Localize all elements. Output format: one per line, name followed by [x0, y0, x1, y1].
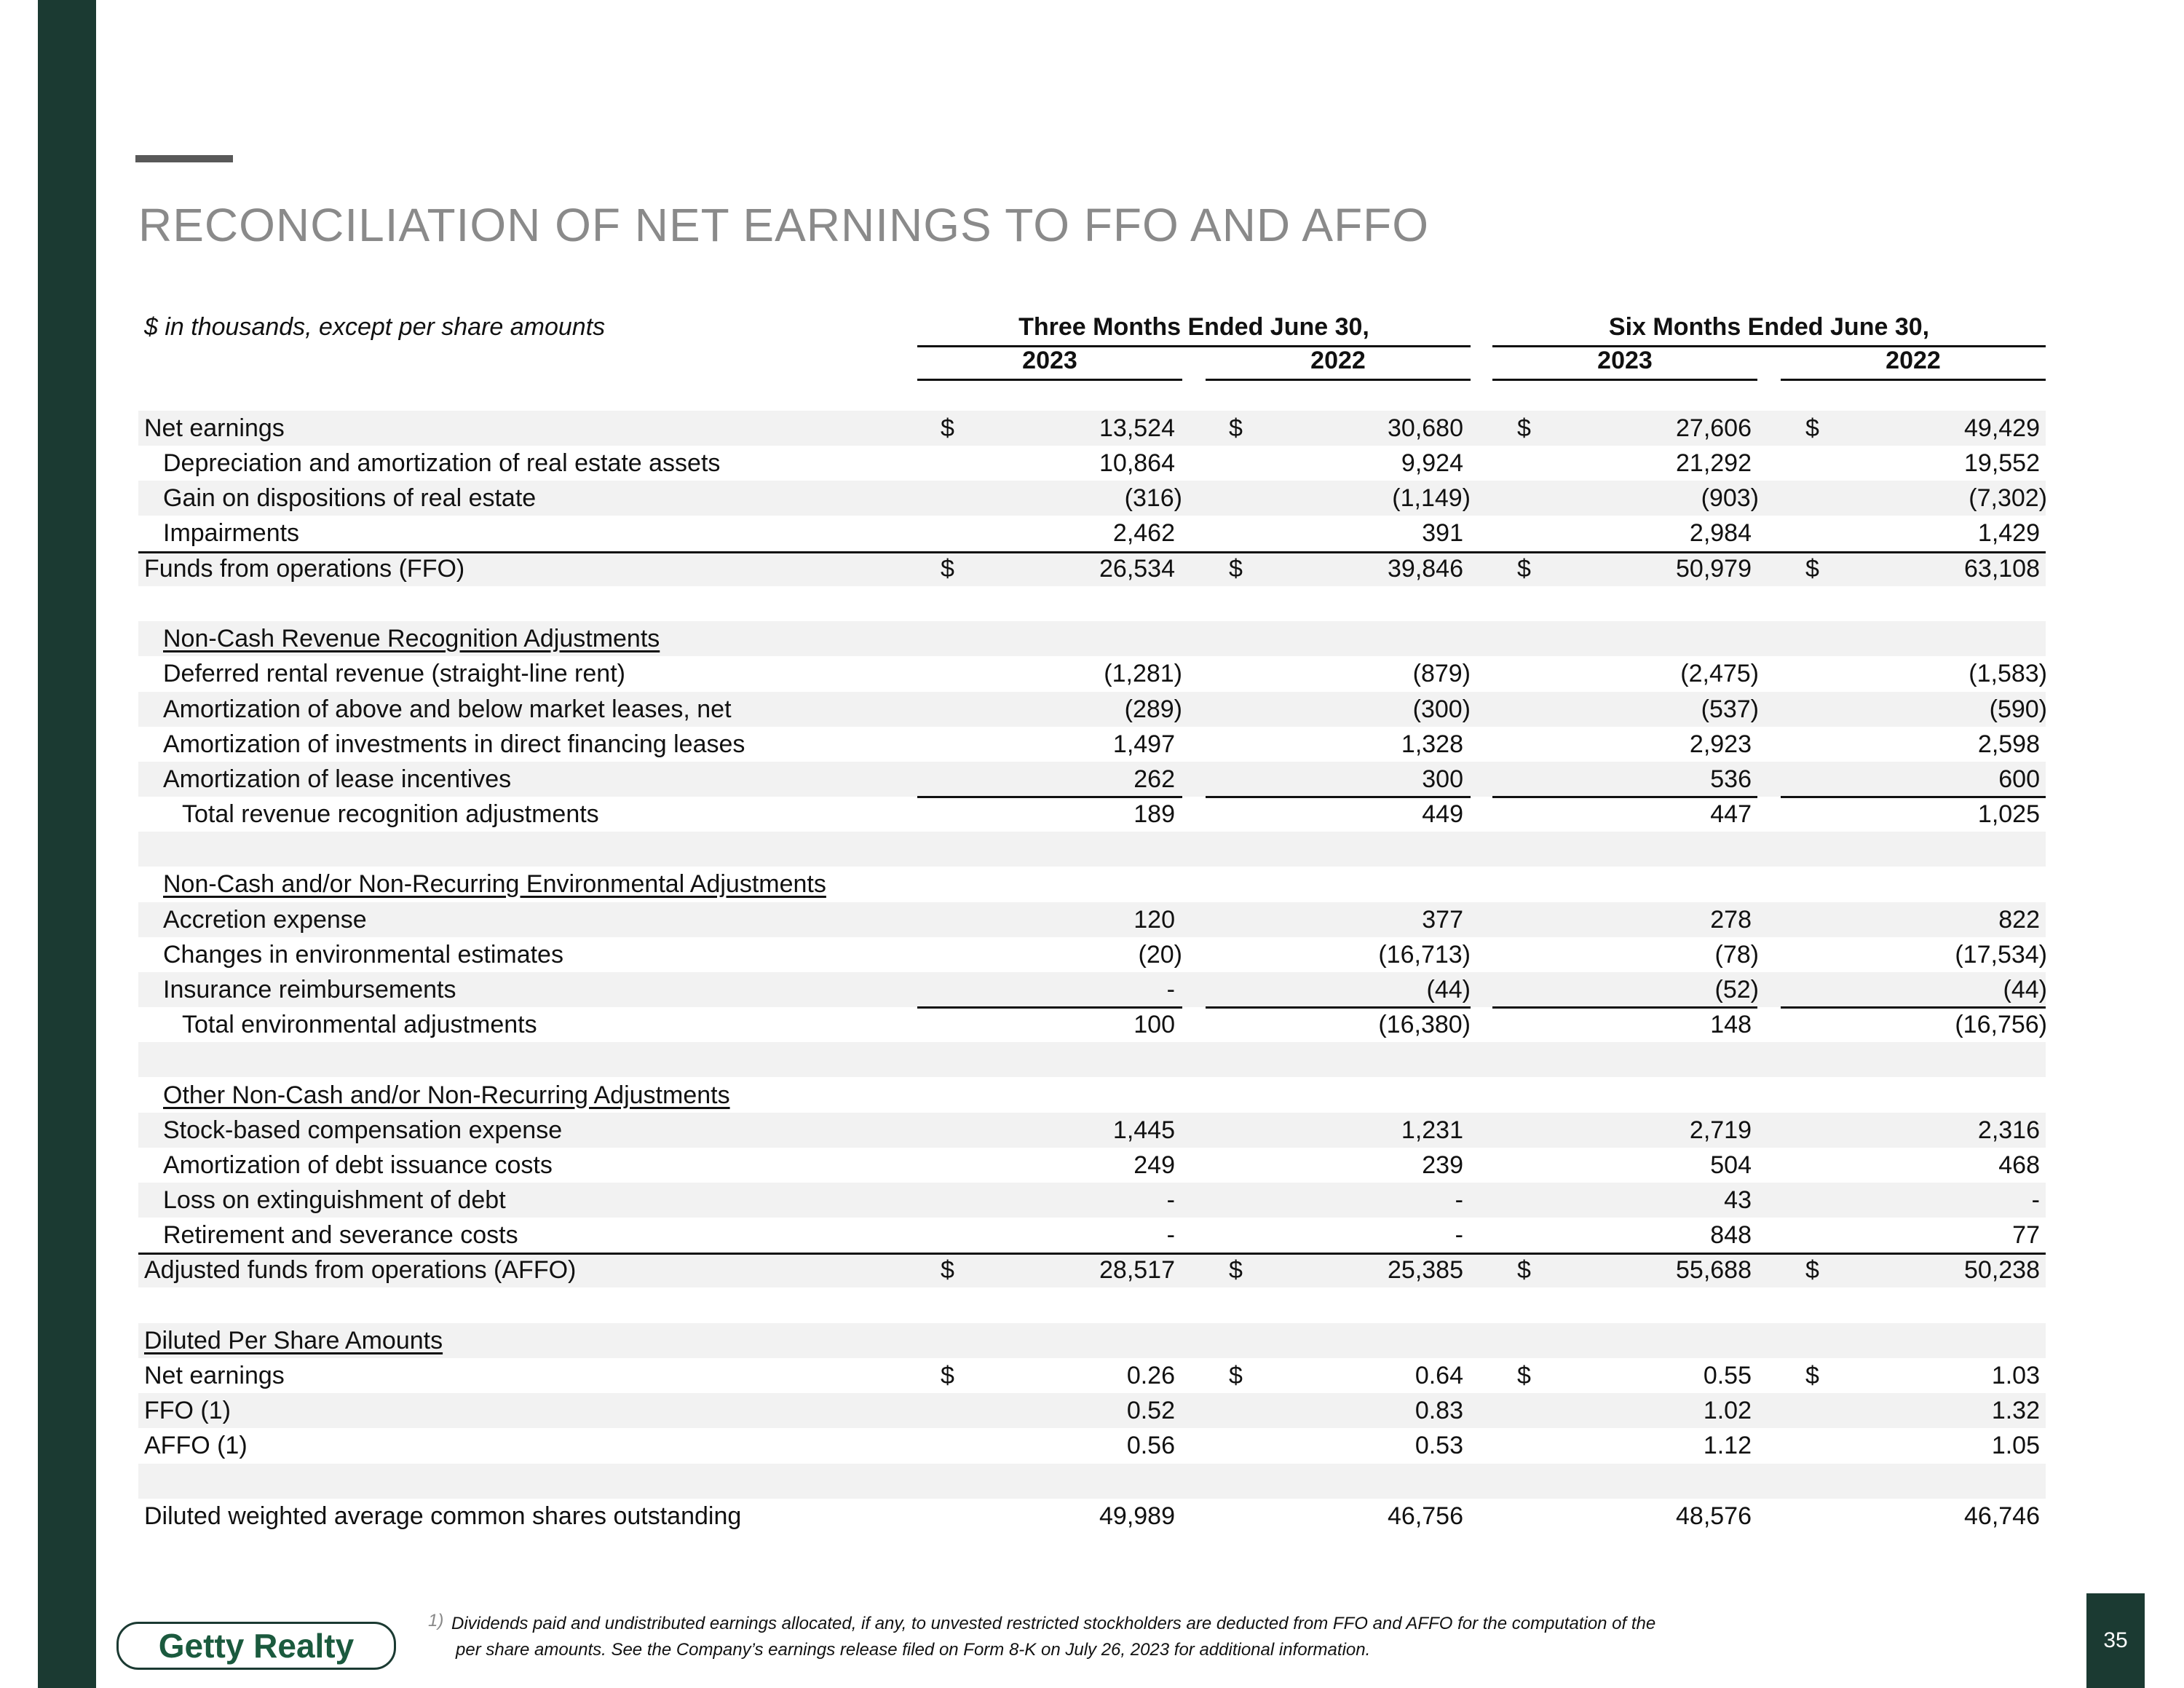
cell-h2022: 1,429 — [1977, 519, 2040, 547]
cell-q2022: 30,680 — [1388, 414, 1463, 442]
cell-h2023: 2,719 — [1689, 1116, 1752, 1144]
cell-h2023: 43 — [1724, 1186, 1752, 1214]
cell-h2022: 1,025 — [1977, 800, 2040, 828]
cell-q2023: (1,281) — [1104, 660, 1182, 687]
header-year-h-2022: 2022 — [1781, 347, 2046, 381]
cell-q2022: (16,380) — [1378, 1011, 1471, 1038]
cell-h2022: 1.32 — [1991, 1397, 2040, 1424]
currency-symbol: $ — [1805, 1362, 1819, 1389]
table-row — [138, 1183, 2046, 1218]
currency-symbol: $ — [1517, 555, 1531, 583]
row-label: Loss on extinguishment of debt — [163, 1186, 506, 1214]
cell-q2023: 1,445 — [1112, 1116, 1175, 1144]
cell-h2022: - — [2031, 1186, 2040, 1214]
row-label: Insurance reimbursements — [163, 976, 456, 1003]
currency-symbol: $ — [1517, 1362, 1531, 1389]
footnote-line-1: Dividends paid and undistributed earnings allocated, if any, to unvested restricted stockholders are deducted from FFO and AFFO for the computation of the — [451, 1614, 1656, 1633]
cell-h2022: 2,316 — [1977, 1116, 2040, 1144]
header-year-q-2023: 2023 — [917, 347, 1182, 381]
cell-q2023: 0.26 — [1126, 1362, 1175, 1389]
table-row — [138, 902, 2046, 937]
table-row-total — [138, 1253, 2046, 1287]
currency-symbol: $ — [941, 1362, 954, 1389]
table-row — [138, 1428, 2046, 1463]
cell-q2022: 0.64 — [1415, 1362, 1463, 1389]
row-label: Amortization of investments in direct financing leases — [163, 730, 745, 758]
header-year-q-2022: 2022 — [1206, 347, 1471, 381]
cell-h2023: 536 — [1710, 765, 1752, 793]
row-label: Changes in environmental estimates — [163, 941, 563, 969]
cell-h2022: 822 — [1998, 906, 2040, 934]
spacer-row — [138, 832, 2046, 867]
cell-q2022: - — [1455, 1186, 1463, 1214]
table-row — [138, 446, 2046, 481]
cell-q2023: - — [1166, 976, 1175, 1003]
cell-h2023: 0.55 — [1703, 1362, 1752, 1389]
currency-symbol: $ — [1805, 414, 1819, 442]
cell-h2022: 63,108 — [1964, 555, 2040, 583]
currency-symbol: $ — [1805, 1256, 1819, 1284]
cell-q2023: 13,524 — [1099, 414, 1175, 442]
spacer-row — [138, 1464, 2046, 1499]
cell-q2022: 0.83 — [1415, 1397, 1463, 1424]
cell-h2022: (7,302) — [1969, 484, 2047, 512]
cell-h2023: (537) — [1701, 695, 1759, 723]
row-label: Total revenue recognition adjustments — [182, 800, 599, 828]
side-accent-bar — [38, 0, 96, 1688]
cell-h2022: (590) — [1989, 695, 2047, 723]
cell-h2022: 19,552 — [1964, 449, 2040, 477]
header-six-months: Six Months Ended June 30, — [1492, 313, 2046, 347]
cell-h2022: (17,534) — [1955, 941, 2047, 969]
cell-h2023: 50,979 — [1676, 555, 1752, 583]
table-row-total — [138, 551, 2046, 586]
cell-q2022: 9,924 — [1401, 449, 1463, 477]
cell-h2022: (44) — [2003, 976, 2047, 1003]
table-row — [138, 692, 2046, 727]
row-label: Amortization of lease incentives — [163, 765, 512, 793]
cell-h2023: 278 — [1710, 906, 1752, 934]
section-header — [138, 1078, 2046, 1113]
cell-h2022: 77 — [2012, 1221, 2040, 1249]
cell-q2022: 391 — [1422, 519, 1463, 547]
cell-q2023: - — [1166, 1186, 1175, 1214]
table-row-subtotal — [138, 797, 2046, 832]
row-label: Amortization of above and below market leases, net — [163, 695, 732, 723]
cell-q2022: (16,713) — [1378, 941, 1471, 969]
currency-symbol: $ — [1517, 1256, 1531, 1284]
company-logo: Getty Realty — [116, 1622, 396, 1670]
footnote — [451, 1611, 1849, 1663]
units-label: $ in thousands, except per share amounts — [144, 313, 606, 341]
table-row — [138, 516, 2046, 551]
table-row — [138, 727, 2046, 762]
table-row — [138, 937, 2046, 972]
cell-q2023: (20) — [1138, 941, 1182, 969]
cell-q2023: 28,517 — [1099, 1256, 1175, 1284]
cell-q2023: 2,462 — [1112, 519, 1175, 547]
table-row — [138, 656, 2046, 691]
cell-q2023: 120 — [1133, 906, 1175, 934]
cell-q2023: 26,534 — [1099, 555, 1175, 583]
row-label: Accretion expense — [163, 906, 367, 934]
cell-q2023: 1,497 — [1112, 730, 1175, 758]
row-label: Impairments — [163, 519, 300, 547]
cell-h2022: 2,598 — [1977, 730, 2040, 758]
cell-h2023: 21,292 — [1676, 449, 1752, 477]
table-row — [138, 481, 2046, 516]
table-row — [138, 1393, 2046, 1428]
table-row-subtotal — [138, 1007, 2046, 1042]
cell-h2023: 1.12 — [1703, 1432, 1752, 1459]
cell-h2023: 447 — [1710, 800, 1752, 828]
spacer-row — [138, 1042, 2046, 1077]
table-row — [138, 762, 2046, 797]
cell-q2022: (300) — [1412, 695, 1471, 723]
row-label: FFO (1) — [144, 1397, 231, 1424]
cell-q2022: 0.53 — [1415, 1432, 1463, 1459]
cell-q2022: - — [1455, 1221, 1463, 1249]
cell-h2023: (903) — [1701, 484, 1759, 512]
row-label: Funds from operations (FFO) — [144, 555, 465, 583]
currency-symbol: $ — [1517, 414, 1531, 442]
row-label: Deferred rental revenue (straight-line rent) — [163, 660, 625, 687]
cell-h2022: (16,756) — [1955, 1011, 2047, 1038]
currency-symbol: $ — [1229, 555, 1243, 583]
header-three-months: Three Months Ended June 30, — [917, 313, 1471, 347]
footnote-marker: 1) — [428, 1611, 444, 1630]
cell-h2022: 468 — [1998, 1151, 2040, 1179]
cell-q2022: 239 — [1422, 1151, 1463, 1179]
title-accent-line — [135, 155, 233, 162]
cell-q2023: 49,989 — [1099, 1502, 1175, 1530]
section-title: Non-Cash Revenue Recognition Adjustments — [163, 625, 660, 652]
cell-h2023: 2,923 — [1689, 730, 1752, 758]
cell-q2022: 449 — [1422, 800, 1463, 828]
cell-q2023: 189 — [1133, 800, 1175, 828]
spacer-row — [138, 586, 2046, 621]
currency-symbol: $ — [1229, 1362, 1243, 1389]
row-label: Amortization of debt issuance costs — [163, 1151, 553, 1179]
cell-h2023: (78) — [1714, 941, 1759, 969]
cell-h2022: 46,746 — [1964, 1502, 2040, 1530]
cell-h2023: 2,984 — [1689, 519, 1752, 547]
cell-h2022: 1.03 — [1991, 1362, 2040, 1389]
row-label: Stock-based compensation expense — [163, 1116, 563, 1144]
cell-h2023: (2,475) — [1680, 660, 1759, 687]
section-title: Non-Cash and/or Non-Recurring Environmental Adjustments — [163, 870, 826, 898]
cell-q2022: 25,385 — [1388, 1256, 1463, 1284]
cell-h2023: 848 — [1710, 1221, 1752, 1249]
page-title: RECONCILIATION OF NET EARNINGS TO FFO AND AFFO — [138, 199, 1430, 251]
table-row — [138, 1218, 2046, 1253]
cell-h2022: (1,583) — [1969, 660, 2047, 687]
table-row — [138, 1113, 2046, 1148]
section-title: Diluted Per Share Amounts — [144, 1327, 443, 1354]
cell-q2022: 39,846 — [1388, 555, 1463, 583]
section-header — [138, 867, 2046, 902]
table-row — [138, 1499, 2046, 1534]
table-row — [138, 972, 2046, 1007]
cell-h2022: 1.05 — [1991, 1432, 2040, 1459]
cell-q2023: 249 — [1133, 1151, 1175, 1179]
cell-h2023: 55,688 — [1676, 1256, 1752, 1284]
cell-h2023: 1.02 — [1703, 1397, 1752, 1424]
row-label: Net earnings — [144, 1362, 285, 1389]
cell-q2023: 0.52 — [1126, 1397, 1175, 1424]
cell-q2022: 46,756 — [1388, 1502, 1463, 1530]
currency-symbol: $ — [1229, 1256, 1243, 1284]
cell-q2022: (879) — [1412, 660, 1471, 687]
row-label: Adjusted funds from operations (AFFO) — [144, 1256, 577, 1284]
cell-q2022: 1,328 — [1401, 730, 1463, 758]
row-label: Total environmental adjustments — [182, 1011, 537, 1038]
table-row — [138, 1148, 2046, 1183]
table-row — [138, 411, 2046, 446]
cell-q2023: 10,864 — [1099, 449, 1175, 477]
currency-symbol: $ — [941, 414, 954, 442]
currency-symbol: $ — [941, 555, 954, 583]
row-label: Retirement and severance costs — [163, 1221, 518, 1249]
page-number: 35 — [2086, 1593, 2145, 1688]
row-label: Gain on dispositions of real estate — [163, 484, 537, 512]
section-header — [138, 1323, 2046, 1358]
cell-h2022: 600 — [1998, 765, 2040, 793]
currency-symbol: $ — [941, 1256, 954, 1284]
cell-q2023: 100 — [1133, 1011, 1175, 1038]
currency-symbol: $ — [1229, 414, 1243, 442]
cell-h2023: 48,576 — [1676, 1502, 1752, 1530]
cell-q2022: 1,231 — [1401, 1116, 1463, 1144]
cell-q2023: - — [1166, 1221, 1175, 1249]
cell-q2023: 262 — [1133, 765, 1175, 793]
footnote-line-2: per share amounts. See the Company’s earnings release filed on Form 8-K on July 26, 2023 for additional information. — [456, 1640, 1371, 1660]
row-label: Net earnings — [144, 414, 285, 442]
cell-h2023: 27,606 — [1676, 414, 1752, 442]
table-row — [138, 1358, 2046, 1393]
row-label: Diluted weighted average common shares outstanding — [144, 1502, 742, 1530]
cell-q2022: 300 — [1422, 765, 1463, 793]
cell-q2022: (1,149) — [1392, 484, 1471, 512]
row-label: AFFO (1) — [144, 1432, 248, 1459]
cell-q2022: 377 — [1422, 906, 1463, 934]
cell-h2023: 148 — [1710, 1011, 1752, 1038]
row-label: Depreciation and amortization of real estate assets — [163, 449, 721, 477]
cell-q2023: 0.56 — [1126, 1432, 1175, 1459]
section-title: Other Non-Cash and/or Non-Recurring Adjustments — [163, 1081, 730, 1109]
section-header — [138, 621, 2046, 656]
cell-q2023: (316) — [1124, 484, 1182, 512]
spacer-row — [138, 1288, 2046, 1323]
currency-symbol: $ — [1805, 555, 1819, 583]
cell-h2023: 504 — [1710, 1151, 1752, 1179]
cell-h2023: (52) — [1714, 976, 1759, 1003]
header-year-h-2023: 2023 — [1492, 347, 1757, 381]
cell-h2022: 49,429 — [1964, 414, 2040, 442]
cell-h2022: 50,238 — [1964, 1256, 2040, 1284]
cell-q2022: (44) — [1426, 976, 1471, 1003]
cell-q2023: (289) — [1124, 695, 1182, 723]
